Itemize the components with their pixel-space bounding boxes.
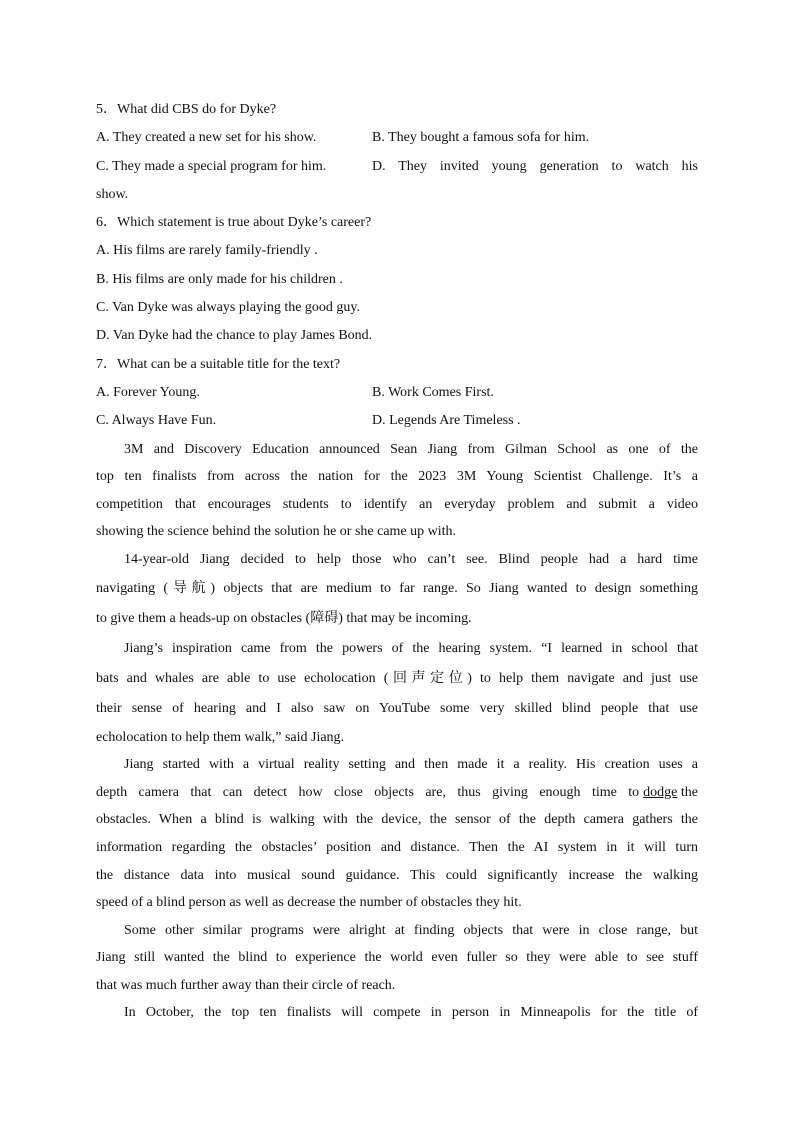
option-b: B. They bought a famous sofa for him. [372,130,590,146]
text-line: competition that encourages students to identify an everyday problem and submit a video [96,496,698,512]
text-line: 3M and Discovery Education announced Sean Jiang from Gilman School as one of the [124,441,698,457]
text-segment: depth camera that can detect how close objects are, thus giving enough time to [96,784,640,800]
option-d-wrap: show. [96,186,129,202]
option-c: C. Always Have Fun. [96,413,217,429]
option-row [96,379,698,407]
paragraph-4 [96,751,698,917]
text-line: Some other similar programs were alright at finding objects that were in close range, but [124,922,698,938]
paragraph-1 [96,436,698,546]
text-line: navigating (导航) objects that are medium to far range. So Jiang wanted to design something [96,580,698,596]
text-line: Jiang’s inspiration came from the powers of the hearing system. “I learned in school that [124,640,698,656]
text-line: speed of a blind person as well as decrease the number of obstacles they hit. [96,895,522,911]
text-line: the distance data into musical sound guidance. This could significantly increase the walking [96,867,698,883]
question-stem: 5．What did CBS do for Dyke? [96,102,277,117]
text-line: 14-year-old Jiang decided to help those who can’t see. Blind people had a hard time [124,551,698,567]
option-row [96,407,698,435]
text-line: echolocation to help them walk,” said Jiang. [96,729,345,745]
option-a: A. His films are rarely family-friendly . [96,243,318,259]
text-line: bats and whales are able to use echolocation (回声定位) to help them navigate and just use [96,670,698,686]
text-segment: the [677,784,698,800]
option-d: D. They invited young generation to watch his [372,158,698,174]
option-row [96,124,698,152]
question-5 [96,96,698,209]
option-a: A. They created a new set for his show. [96,130,317,146]
text-line [96,779,698,807]
text-line: information regarding the obstacles’ position and distance. Then the AI system in it will turn [96,839,698,855]
question-stem: 7．What can be a suitable title for the text? [96,356,341,372]
text-line: In October, the top ten finalists will compete in person in Minneapolis for the title of [124,1005,698,1021]
option-d: D. Van Dyke had the chance to play James Bond. [96,328,373,344]
option-c: C. They made a special program for him. [96,158,327,174]
question-stem: 6．Which statement is true about Dyke’s career? [96,215,372,231]
option-row [96,153,698,181]
paragraph-2 [96,546,698,634]
text-line: top ten finalists from across the nation for the 2023 3M Young Scientist Challenge. It’s a [96,469,698,485]
underlined-word: dodge [643,784,678,800]
paragraph-3 [96,634,698,752]
text-line: their sense of hearing and I also saw on YouTube some very skilled blind people that use [96,700,698,716]
text-line: obstacles. When a blind is walking with the device, the sensor of the depth camera gathers the [96,812,698,828]
option-b: B. Work Comes First. [372,384,494,400]
option-b: B. His films are only made for his children . [96,271,343,287]
text-line: to give them a heads-up on obstacles (障碍) that may be incoming. [96,610,472,626]
paragraph-6 [96,999,698,1027]
underlined-segment [643,779,698,807]
paragraph-5 [96,917,698,1000]
text-line: Jiang started with a virtual reality setting and then made it a reality. His creation uses a [124,757,698,773]
text-line: showing the science behind the solution he or she came up with. [96,524,457,540]
option-d: D. Legends Are Timeless . [372,413,521,429]
reading-passage [96,436,698,1028]
option-a: A. Forever Young. [96,384,200,400]
text-line: Jiang still wanted the blind to experience the world even fuller so they were able to see stuff [96,950,698,966]
text-line: that was much further away than their circle of reach. [96,977,396,993]
document-content [96,96,698,1027]
question-7 [96,351,698,436]
option-c: C. Van Dyke was always playing the good guy. [96,300,361,316]
question-6 [96,209,698,350]
